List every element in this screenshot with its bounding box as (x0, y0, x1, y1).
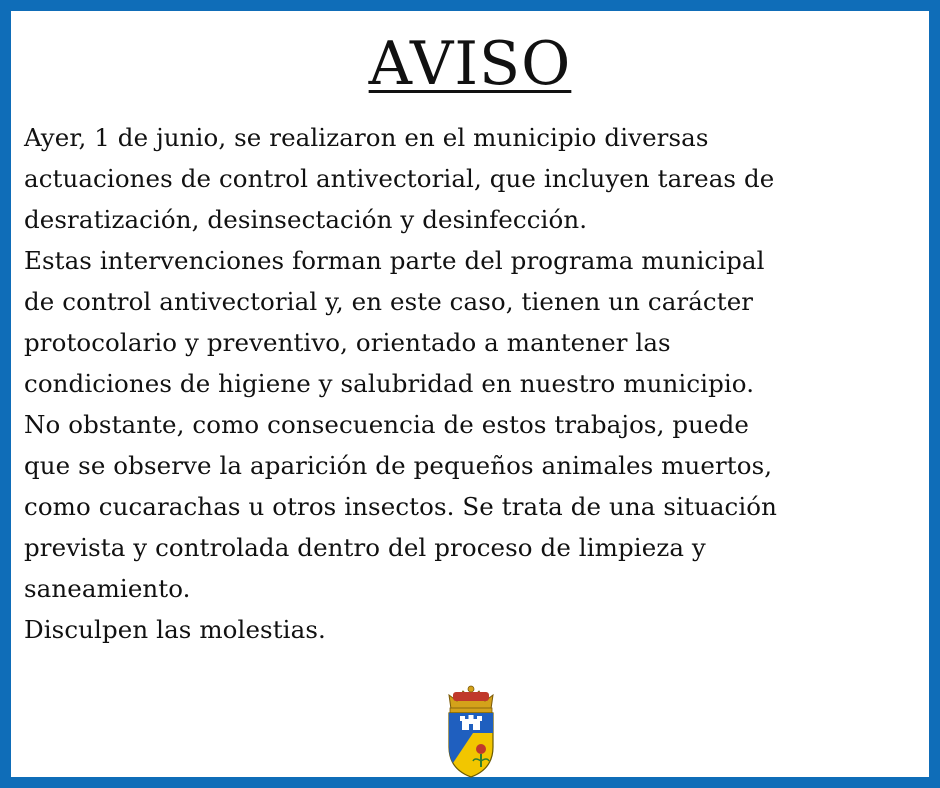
notice-title (11, 29, 929, 99)
notice-line: como cucarachas u otros insectos. Se trata de una situación (24, 492, 778, 521)
notice-line: No obstante, como consecuencia de estos trabajos, puede (24, 410, 750, 439)
municipal-coat-of-arms-icon (443, 683, 499, 779)
notice-line: protocolario y preventivo, orientado a mantener las (24, 328, 671, 357)
notice-line: condiciones de higiene y salubridad en nuestro municipio. (24, 369, 755, 398)
notice-title-text: AVISO (368, 29, 572, 99)
notice-line: Estas intervenciones forman parte del programa municipal (24, 246, 765, 275)
notice-line: desratización, desinsectación y desinfección. (24, 205, 588, 234)
notice-line: prevista y controlada dentro del proceso de limpieza y (24, 533, 706, 562)
notice-line: actuaciones de control antivectorial, que incluyen tareas de (24, 164, 775, 193)
notice-line: de control antivectorial y, en este caso, tienen un carácter (24, 287, 754, 316)
notice-line: saneamiento. (24, 574, 191, 603)
notice-line: que se observe la aparición de pequeños animales muertos, (24, 451, 773, 480)
notice-body (24, 117, 919, 650)
notice-line: Disculpen las molestias. (24, 615, 326, 644)
notice-line: Ayer, 1 de junio, se realizaron en el municipio diversas (24, 123, 709, 152)
